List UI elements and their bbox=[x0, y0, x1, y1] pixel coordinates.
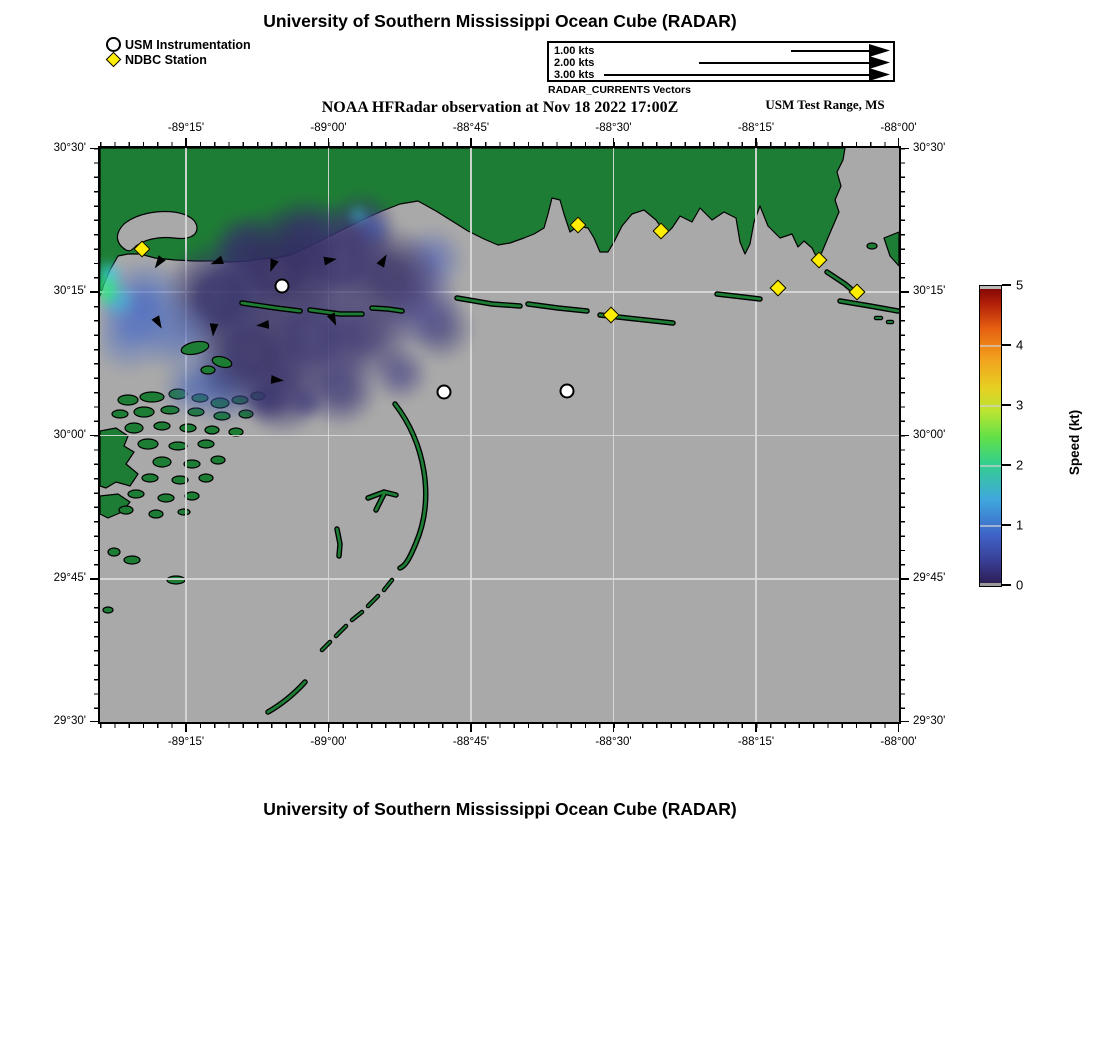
legend-item-ndbc bbox=[104, 52, 251, 67]
major-tick bbox=[470, 724, 472, 732]
land-islands bbox=[100, 148, 899, 722]
major-tick bbox=[901, 721, 909, 723]
region-label: USM Test Range, MS bbox=[765, 97, 885, 112]
lat-tick-label: 30°30' bbox=[53, 141, 86, 154]
lon-tick-label: -88°15' bbox=[737, 736, 775, 748]
vector-scale-caption: RADAR_CURRENTS Vectors bbox=[548, 84, 691, 96]
major-tick bbox=[90, 435, 98, 437]
footer-title: University of Southern Mississippi Ocean Cube (RADAR) bbox=[263, 799, 737, 819]
lon-tick-label: -88°45' bbox=[452, 122, 490, 134]
legend-item-usm bbox=[104, 37, 251, 52]
major-tick bbox=[328, 724, 330, 732]
colorbar-bottom-cap bbox=[980, 583, 1001, 586]
usm-instrumentation-marker[interactable] bbox=[275, 279, 290, 294]
major-tick bbox=[755, 724, 757, 732]
lat-tick-label: 30°15' bbox=[53, 285, 86, 297]
legend-ndbc-label: NDBC Station bbox=[125, 52, 207, 67]
major-tick bbox=[90, 291, 98, 293]
map-canvas[interactable] bbox=[53, 122, 946, 748]
colorbar-top-cap bbox=[980, 286, 1001, 289]
vector-scale-arrowhead-icon bbox=[869, 44, 890, 57]
observation-subtitle: NOAA HFRadar observation at Nov 18 2022 17:00Z bbox=[321, 99, 679, 116]
colorbar-gridline bbox=[980, 465, 1001, 467]
vector-scale-row bbox=[549, 69, 893, 81]
minor-ticks-bottom bbox=[100, 724, 899, 728]
lat-tick-label: 30°30' bbox=[913, 141, 946, 154]
lat-tick-label: 30°00' bbox=[53, 428, 86, 441]
major-tick bbox=[328, 138, 330, 146]
colorbar-tick-label: 1 bbox=[1016, 517, 1024, 533]
major-tick bbox=[901, 291, 909, 293]
major-tick bbox=[898, 724, 900, 732]
lon-tick-label: -88°00' bbox=[880, 122, 917, 134]
colorbar-tick-label: 0 bbox=[1016, 577, 1024, 593]
major-tick bbox=[901, 148, 909, 150]
colorbar-tick-label: 5 bbox=[1016, 277, 1024, 293]
colorbar-axis-label: Speed (kt) bbox=[1067, 409, 1083, 476]
colorbar-gridline bbox=[980, 525, 1001, 527]
lon-tick-label: -89°00' bbox=[310, 122, 347, 134]
vector-scale-line bbox=[604, 74, 871, 76]
vector-scale-arrowhead-icon bbox=[869, 56, 890, 69]
lat-tick-label: 29°45' bbox=[913, 572, 946, 584]
lat-tick-label: 30°00' bbox=[913, 428, 946, 441]
map-clip bbox=[100, 148, 899, 722]
lon-tick-label: -89°15' bbox=[167, 736, 205, 748]
vector-scale-line bbox=[791, 50, 871, 52]
lon-tick-label: -88°15' bbox=[737, 122, 775, 134]
lon-tick-label: -88°00' bbox=[880, 736, 917, 748]
vector-scale-row bbox=[549, 57, 893, 69]
vector-scale-row-label: 1.00 kts bbox=[554, 45, 595, 57]
vector-scale-arrowhead-icon bbox=[869, 68, 890, 81]
major-tick bbox=[613, 138, 615, 146]
usm-instrumentation-marker[interactable] bbox=[437, 385, 452, 400]
major-tick bbox=[90, 148, 98, 150]
lat-tick-label: 29°30' bbox=[53, 714, 86, 727]
usm-circle-icon bbox=[104, 37, 122, 52]
vector-scale-line bbox=[699, 62, 871, 64]
page-title: University of Southern Mississippi Ocean Cube (RADAR) bbox=[263, 11, 737, 31]
speed-colorbar bbox=[979, 285, 1002, 587]
major-tick bbox=[613, 724, 615, 732]
colorbar-gridline bbox=[980, 405, 1001, 407]
colorbar-tick bbox=[1002, 284, 1011, 286]
colorbar-tick-label: 2 bbox=[1016, 457, 1024, 473]
lon-tick-label: -89°15' bbox=[167, 122, 205, 134]
colorbar-tick-label: 4 bbox=[1016, 337, 1024, 353]
minor-ticks-top bbox=[100, 142, 899, 146]
lon-tick-label: -88°30' bbox=[595, 736, 632, 748]
vector-scale-row-label: 2.00 kts bbox=[554, 57, 595, 69]
vector-scale-box bbox=[547, 41, 895, 82]
legend-usm-label: USM Instrumentation bbox=[125, 37, 251, 52]
colorbar-gridline bbox=[980, 345, 1001, 347]
colorbar-tick bbox=[1002, 344, 1011, 346]
lon-tick-label: -88°30' bbox=[595, 122, 632, 134]
major-tick bbox=[470, 138, 472, 146]
major-tick bbox=[185, 724, 187, 732]
major-tick bbox=[901, 578, 909, 580]
colorbar-tick bbox=[1002, 524, 1011, 526]
lat-tick-label: 29°30' bbox=[913, 714, 946, 727]
lon-tick-label: -88°45' bbox=[452, 736, 490, 748]
vector-scale-row bbox=[549, 45, 893, 57]
lat-tick-label: 30°15' bbox=[913, 285, 946, 297]
usm-instrumentation-marker[interactable] bbox=[560, 384, 575, 399]
major-tick bbox=[898, 138, 900, 146]
major-tick bbox=[90, 578, 98, 580]
major-tick bbox=[90, 721, 98, 723]
colorbar-tick bbox=[1002, 404, 1011, 406]
colorbar-tick-label: 3 bbox=[1016, 397, 1024, 413]
ndbc-diamond-icon bbox=[104, 54, 122, 65]
vector-scale-row-label: 3.00 kts bbox=[554, 69, 595, 81]
lon-tick-label: -89°00' bbox=[310, 736, 347, 748]
major-tick bbox=[901, 435, 909, 437]
lat-tick-label: 29°45' bbox=[53, 572, 86, 584]
colorbar-tick bbox=[1002, 464, 1011, 466]
map-legend bbox=[104, 37, 251, 67]
colorbar-tick bbox=[1002, 584, 1011, 586]
major-tick bbox=[185, 138, 187, 146]
major-tick bbox=[755, 138, 757, 146]
